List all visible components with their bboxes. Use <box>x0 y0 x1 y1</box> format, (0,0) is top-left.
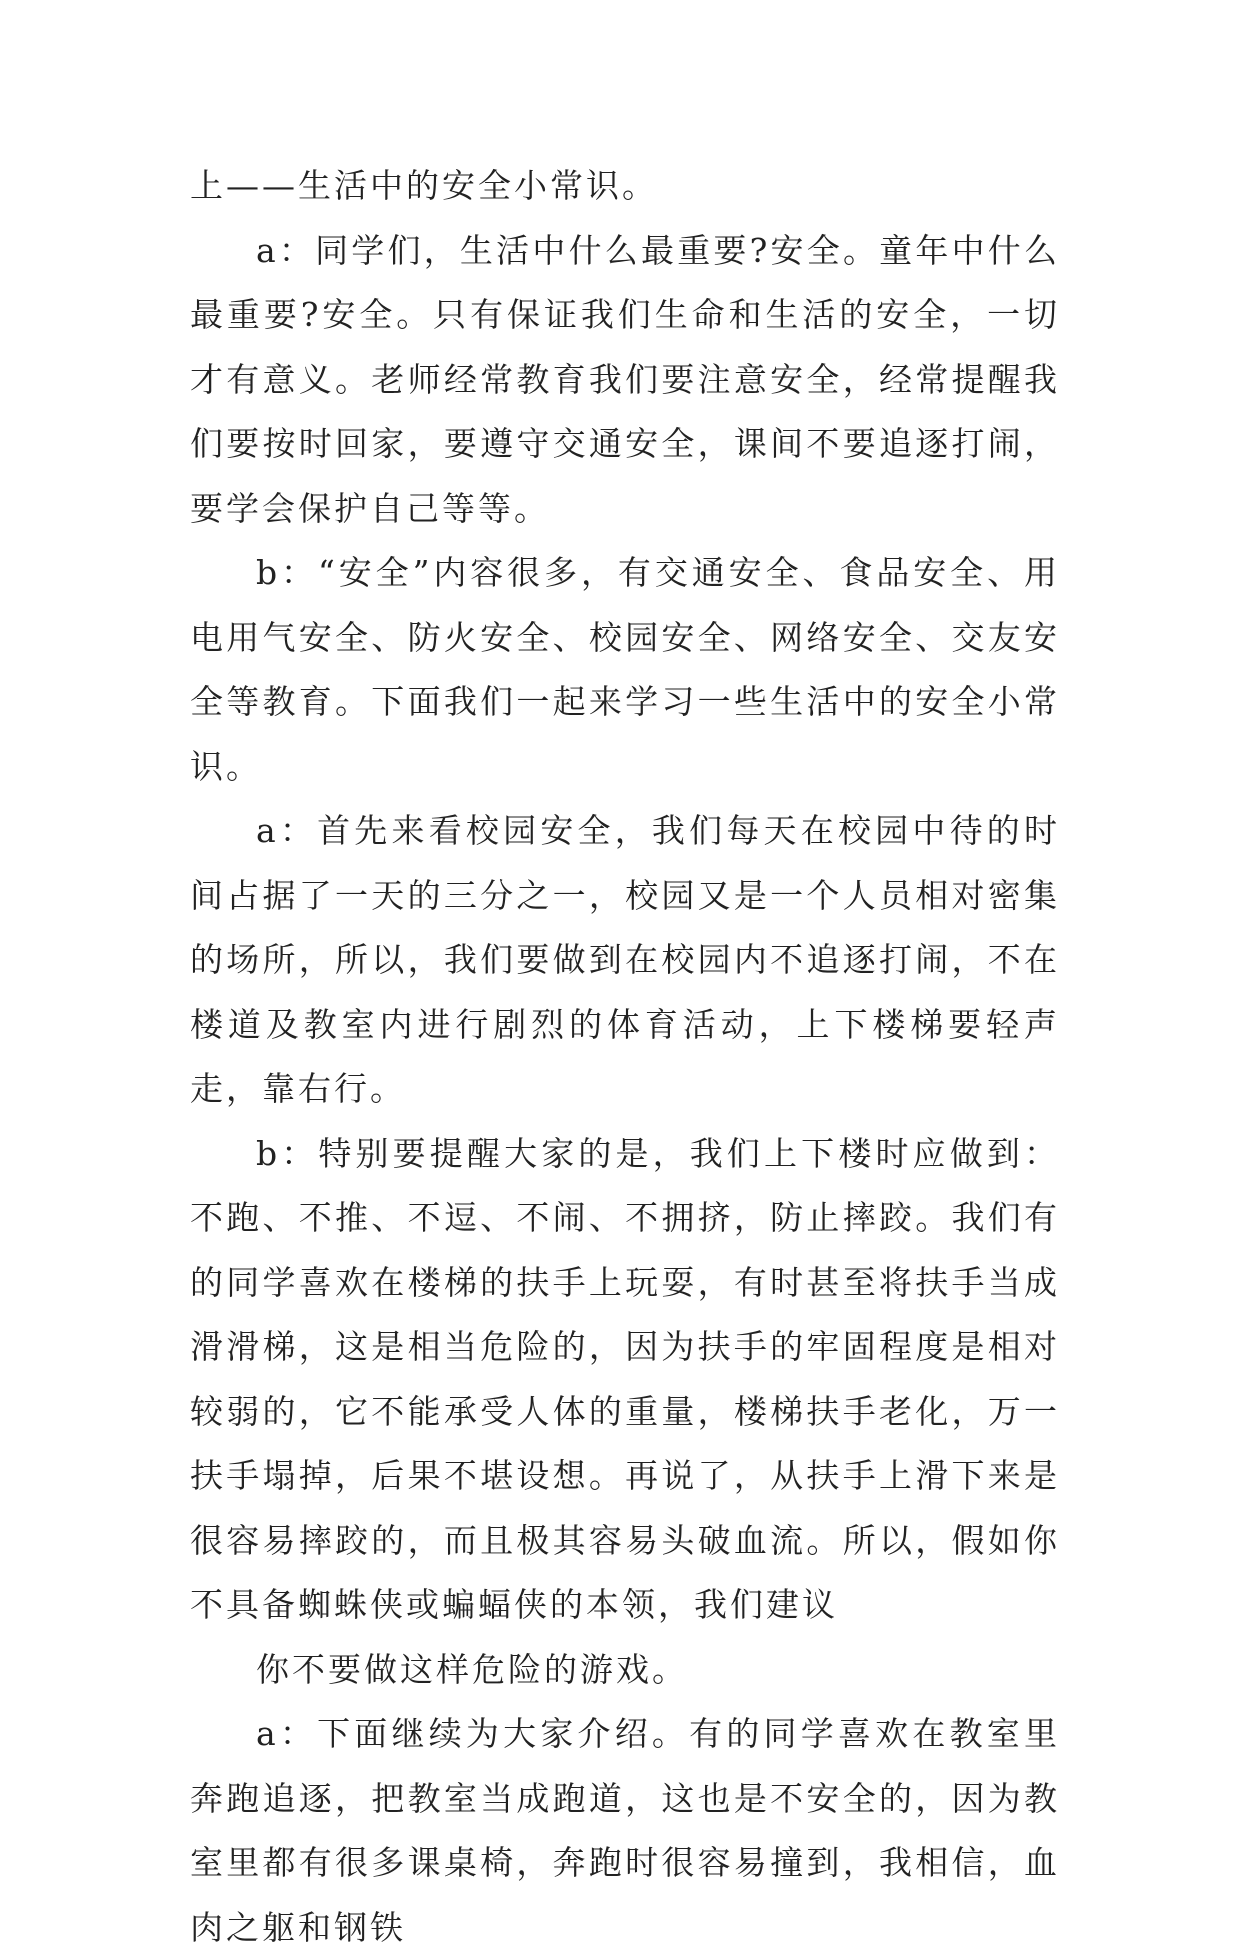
paragraph: a：同学们，生活中什么最重要?安全。童年中什么最重要?安全。只有保证我们生命和生活的安全，一切才有意义。老师经常教育我们要注意安全，经常提醒我们要按时回家，要遵守交通安全，课间不要追逐打闹，要学会保护自己等等。 <box>190 230 1060 528</box>
paragraph: 你不要做这样危险的游戏。 <box>256 1649 688 1689</box>
paragraph: 上——生活中的安全小常识。 <box>190 166 658 205</box>
document-body <box>190 154 1060 1960</box>
paragraph: a：首先来看校园安全，我们每天在校园中待的时间占据了一天的三分之一，校园又是一个人员相对密集的场所，所以，我们要做到在校园内不追逐打闹，不在楼道及教室内进行剧烈的体育活动，上下楼梯要轻声走，靠右行。 <box>190 811 1060 1108</box>
paragraph: a：下面继续为大家介绍。有的同学喜欢在教室里奔跑追逐，把教室当成跑道，这也是不安全的，因为教室里都有很多课桌椅，奔跑时很容易撞到，我相信，血肉之躯和钢铁 <box>190 1714 1060 1947</box>
paragraph: b：“安全”内容很多，有交通安全、食品安全、用电用气安全、防火安全、校园安全、网络安全、交友安全等教育。下面我们一起来学习一些生活中的安全小常识。 <box>190 553 1060 786</box>
paragraph: b：特别要提醒大家的是，我们上下楼时应做到：不跑、不推、不逗、不闹、不拥挤，防止摔跤。我们有的同学喜欢在楼梯的扶手上玩耍，有时甚至将扶手当成滑滑梯，这是相当危险的，因为扶手的牢固程度是相对较弱的，它不能承受人体的重量，楼梯扶手老化，万一扶手塌掉，后果不堪设想。再说了，从扶手上滑下来是很容易摔跤的，而且极其容易头破血流。所以，假如你不具备蜘蛛侠或蝙蝠侠的本领，我们建议 <box>190 1133 1060 1624</box>
